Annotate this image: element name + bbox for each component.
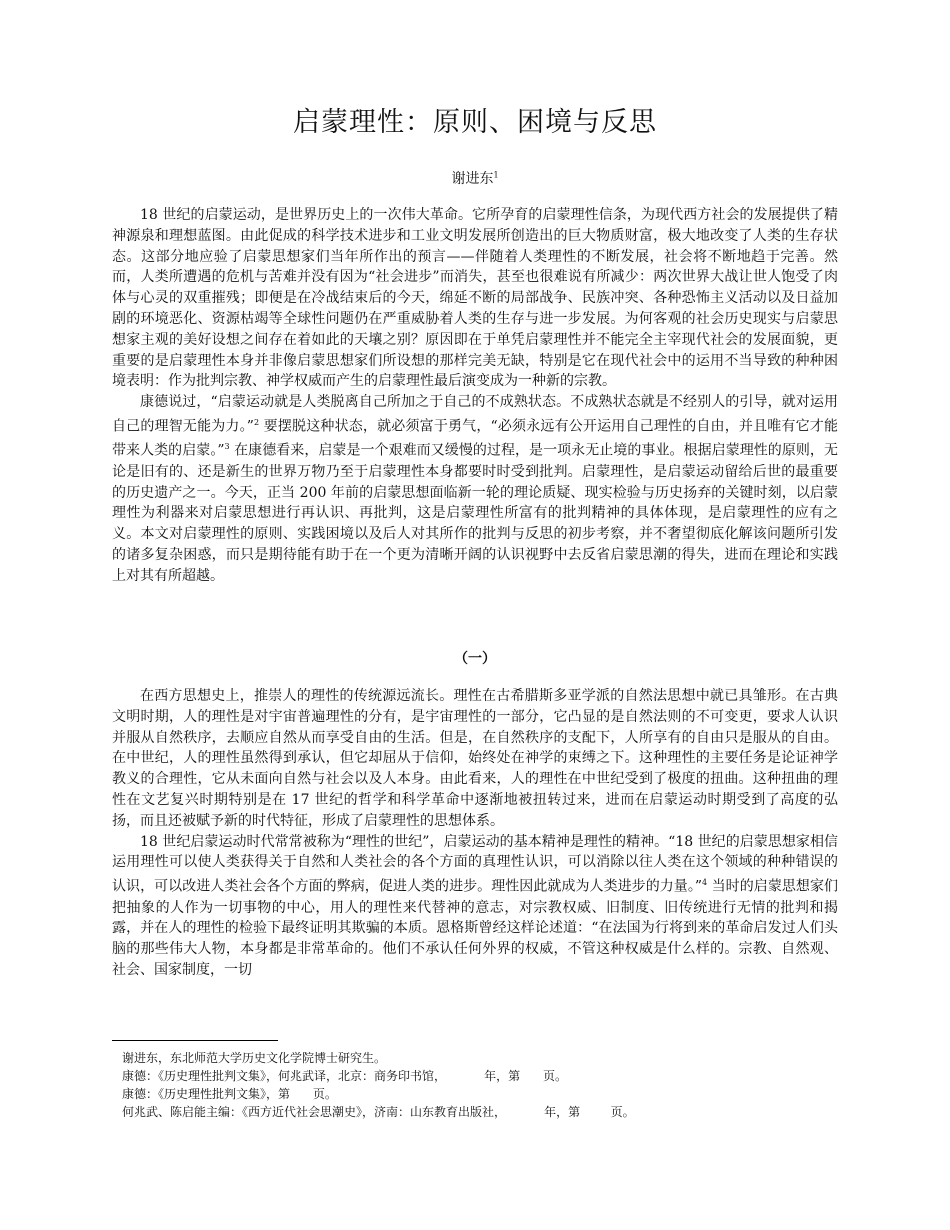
footnote: 谢进东，东北师范大学历史文化学院博士研究生。 [122, 1051, 387, 1065]
paragraph-text: 要摆脱这种状态，就必须富于勇气，“必须永远有公开运用自己理性的自由，并且唯有它才能带来人类的启蒙。” [112, 418, 838, 460]
paragraph-text: 当时的启蒙思想家们把抽象的人作为一切事物的中心，用人的理性来代替神的意志，对宗教权威、旧制度、旧传统进行无情的批判和揭露，并在人的理性的检验下最终证明其欺骗的本质。恩格斯曾经这样论述道：“在法国为行将到来的革命启发过人们头脑的那些伟大人物，本身都是非常革命的。他们不承认任何外界的权威，不管这种权威是什么样的。宗教、自然观、社会、国家制度，一切 [112, 878, 838, 979]
footnote: 何兆武、陈启能主编：《西方近代社会思潮史》，济南：山东教育出版社， 年，第 页。 [122, 1105, 635, 1119]
footnote-marker: 4 [702, 878, 708, 888]
footnote: 康德：《历史理性批判文集》，何兆武译，北京：商务印书馆， 年，第 页。 [122, 1069, 568, 1083]
footnote-marker: 2 [253, 417, 260, 427]
introduction [112, 205, 838, 587]
footnote: 康德：《历史理性批判文集》，第 页。 [122, 1087, 337, 1101]
paragraph [112, 392, 838, 586]
footnote-marker: 1 [493, 170, 499, 180]
paragraph [112, 832, 838, 981]
paragraph: 在西方思想史上，推崇人的理性的传统源远流长。理性在古希腊斯多亚学派的自然法思想中就已具雏形。在古典文明时期，人的理性是对宇宙普遍理性的分有，是宇宙理性的一部分，它凸显的是自然法则的不可变更，要求人认识并服从自然秩序，去顺应自然从而享受自由的生活。但是，在自然秩序的支配下，人所享有的自由只是服从的自由。在中世纪，人的理性虽然得到承认，但它却屈从于信仰，始终处在神学的束缚之下。这种理性的主要任务是论证神学教义的合理性，它从未面向自然与社会以及人本身。由此看来，人的理性在中世纪受到了极度的扭曲。这种扭曲的理性在文艺复兴时期特别是在 17 世纪的哲学和科学革命中逐渐地被扭转过来，进而在启蒙运动时期受到了高度的弘扬，而且还被赋予新的时代特征，形成了启蒙理性的思想体系。 [112, 688, 838, 829]
author-line [112, 168, 838, 188]
footnotes [122, 1049, 838, 1121]
paragraph-text: 18 世纪启蒙运动时代常常被称为“理性的世纪”，启蒙运动的基本精神是理性的精神。“18 世纪的启蒙思想家相信运用理性可以使人类获得关于自然和人类社会的各个方面的真理性认识，可以消除以往人类在这个领域的种种错误的认识，可以改进人类社会各个方面的弊病，促进人类的进步。理性因此就成为人类进步的力量。” [112, 833, 838, 895]
paragraph: 18 世纪的启蒙运动，是世界历史上的一次伟大革命。它所孕育的启蒙理性信条，为现代西方社会的发展提供了精神源泉和理想蓝图。由此促成的科学技术进步和工业文明发展所创造出的巨大物质财富，极大地改变了人类的生存状态。这部分地应验了启蒙思想家们当年所作出的预言——伴随着人类理性的不断发展，社会将不断地趋于完善。然而，人类所遭遇的危机与苦难并没有因为“社会进步”而消失，甚至也很难说有所减少：两次世界大战让世人饱受了肉体与心灵的双重摧残；即便是在冷战结束后的今天，绵延不断的局部战争、民族冲突、各种恐怖主义活动以及日益加剧的环境恶化、资源枯竭等全球性问题仍在严重威胁着人类的生存与进一步发展。为何客观的社会历史现实与启蒙思想家主观的美好设想之间存在着如此的天壤之别？原因即在于单凭启蒙理性并不能完全主宰现代社会的发展面貌，更重要的是启蒙理性本身并非像启蒙思想家们所设想的那样完美无缺，特别是它在现代社会中的运用不当导致的种种困境表明：作为批判宗教、神学权威而产生的启蒙理性最后演变成为一种新的宗教。 [112, 207, 838, 390]
section-one-body [112, 686, 838, 981]
author-name: 谢进东 [451, 171, 494, 187]
section-heading: （一） [454, 651, 496, 667]
paragraph-text: 在康德看来，启蒙是一个艰难而又缓慢的过程，是一项永无止境的事业。根据启蒙理性的原则，无论是旧有的、还是新生的世界万物乃至于启蒙理性本身都要时时受到批判。启蒙理性，是启蒙运动留给后世的最重要的历史遗产之一。今天，正当 200 年前的启蒙思想面临新一轮的理论质疑、现实检验与历史扬弃的关键时刻，以启蒙理性为利器来对启蒙思想进行再认识、再批判，这是启蒙理性所富有的批判精神的具体体现，是启蒙理性的应有之义。本文对启蒙理性的原则、实践困境以及后人对其所作的批判与反思的初步考察，并不奢望彻底化解该问题所引发的诸多复杂困惑，而只是期待能有助于在一个更为清晰开阔的认识视野中去反省启蒙思潮的得失，进而在理论和实践上对其有所超越。 [112, 443, 838, 584]
paragraph-text: 康德说过，“启蒙运动就是人类脱离自己所加之于自己的不成熟状态。不成熟状态就是不经别人的引导，就对运用自己的理智无能为力。” [112, 394, 838, 435]
paper-title: 启蒙理性：原则、困境与反思 [293, 107, 657, 138]
footnote-divider [112, 1040, 278, 1041]
footnote-marker: 3 [224, 442, 230, 452]
